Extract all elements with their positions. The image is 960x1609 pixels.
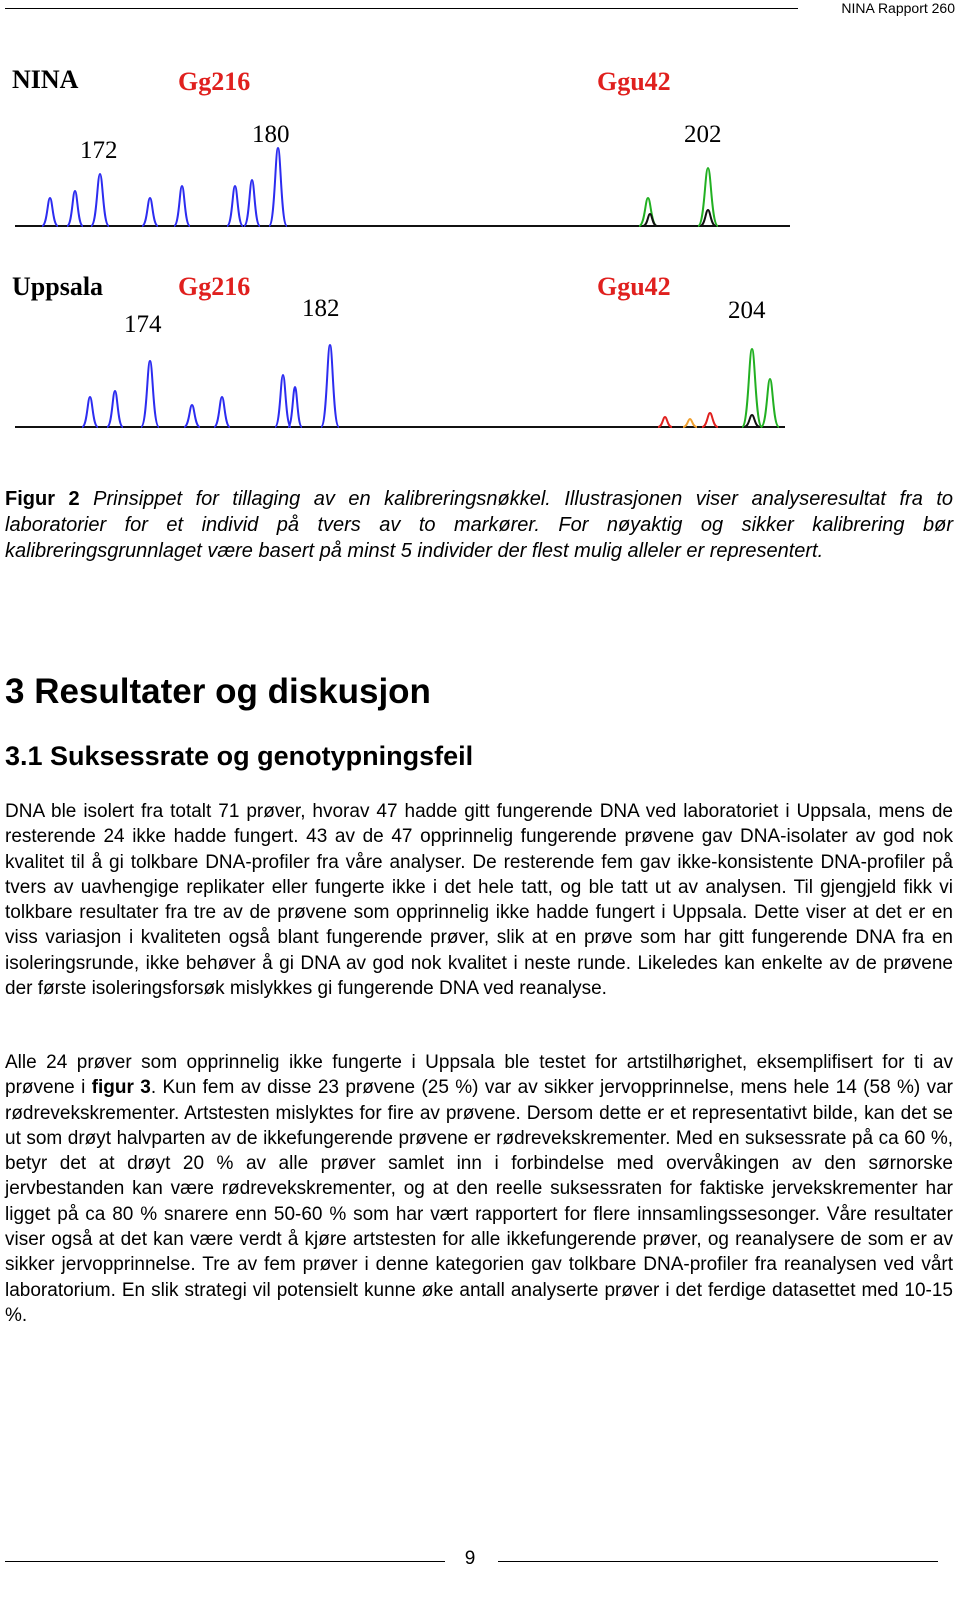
trace-peak — [761, 379, 779, 427]
trace-peak — [698, 168, 718, 226]
allele-label: 202 — [684, 121, 722, 148]
allele-label: 180 — [252, 121, 290, 148]
figure-label: Figur 2 — [5, 488, 80, 510]
paragraph-2-text-cont: . Kun fem av disse 23 prøvene (25 %) var av sikker jervopprinnelse, mens hele 14 (58 %) var rødrevekskrementer. Artstesten mislyktes for fire av prøvene. Dersom dette er et representativt bilde, kan det se ut som drøyt halvparten av de ikkefungerende prøvene er rødrevekskrementer. Med en suksessrate på ca 60 %, betyr det at drøyt 20 % av alle prøver samlet inn i forbindelse med overvåkingen av den sørnorske jervbestanden kan være rødrevekskrementer, og at den reelle suksessraten for faktiske jervekskrementer har ligget på ca 80 % snarere enn 50-60 % som har vært rapportert for flere innsamlingssesonger. Våre resultater viser også at det kan være verdt å kjøre artstesten for alle ikkefungerende prøver, og reanalysere de som er av sikker jervopprinnelse. Tre av fem prøver i denne kategorien gav tolkbare DNA-profiler fra reanalysen ved vårt laboratorium. En slik strategi vil potensielt kunne øke antall analyserte prøver i det ferdige datasettet med 10-15 %. — [5, 1077, 953, 1326]
trace-peak — [683, 419, 697, 427]
trace-peak — [107, 391, 123, 427]
figure-reference: figur 3 — [91, 1077, 151, 1099]
trace-peak — [643, 214, 657, 226]
trace-peak — [174, 186, 190, 226]
trace-peak — [82, 397, 98, 427]
trace-peak — [42, 198, 58, 226]
lab-label: NINA — [12, 65, 79, 94]
peaks-nina — [42, 148, 718, 226]
trace-peak — [244, 180, 260, 226]
allele-label: 172 — [80, 137, 118, 164]
electropherogram-panel-uppsala — [0, 262, 960, 457]
trace-peak — [141, 361, 159, 427]
paragraph-2 — [5, 1050, 953, 1328]
electropherogram-panel-nina — [0, 55, 960, 250]
trace-peak — [67, 191, 83, 226]
allele-label: 204 — [728, 297, 766, 324]
trace-peak — [321, 345, 339, 427]
report-title: NINA Rapport 260 — [841, 0, 955, 16]
section-heading: 3 Resultater og diskusjon — [5, 672, 431, 711]
page-number: 9 — [464, 1548, 476, 1569]
trace-peak — [142, 198, 158, 226]
trace-peak — [275, 375, 291, 427]
trace-peak — [214, 397, 230, 427]
paragraph-2-text: Alle 24 prøver som opprinnelig ikke fungerte i Uppsala ble testet for artstilhørighet, eksemplifisert for ti av prøvene i — [5, 1052, 953, 1099]
figure-2 — [0, 55, 960, 445]
footer-rule-right — [498, 1561, 938, 1562]
caption-text: Prinsippet for tillaging av en kalibreringsnøkkel. Illustrasjonen viser analyseresultat fra to laboratorier for et individ på tvers av to markører. For nøyaktig og sikker kalibrering bør kalibreringsgrunnlaget være basert på minst 5 individer der flest mulig alleler er representert. — [5, 488, 954, 562]
trace-peak — [702, 413, 718, 427]
paragraph-1: DNA ble isolert fra totalt 71 prøver, hvorav 47 hadde gitt fungerende DNA ved laboratoriet i Uppsala, mens de resterende 24 ikke hadde fungert. 43 av de 47 opprinnelig fungerende prøvene gav DNA-isolater av god nok kvalitet til å gi tolkbare DNA-profiler fra våre analyser. De resterende fem gav ikke-konsistente DNA-profiler på tvers av uavhengige replikater eller fungerte ikke i det hele tatt, og ble tatt ut av analysen. Til gjengjeld fikk vi tolkbare resultater fra tre av de prøvene som opprinnelig ikke hadde fungert i Uppsala. Dette viser at det er en viss variasjon i kvaliteten også blant fungerende prøver, slik at en prøve som har gitt fungerende DNA fra en isoleringsrunde, ikke behøver å gi DNA av god nok kvalitet i neste runde. Likeledes kan enkelte av de prøvene der første isoleringsforsøk mislykkes gi fungerende DNA ved reanalyse. — [5, 801, 953, 1000]
electropherogram-trace — [0, 262, 960, 457]
footer-rule-left — [5, 1561, 445, 1562]
peaks-uppsala — [82, 345, 779, 427]
subsection-heading: 3.1 Suksessrate og genotypningsfeil — [5, 741, 474, 771]
allele-label: 174 — [124, 311, 162, 338]
trace-peak — [658, 417, 672, 427]
trace-peak — [288, 387, 302, 427]
electropherogram-trace — [0, 55, 960, 250]
trace-peak — [184, 405, 200, 427]
trace-peak — [227, 186, 243, 226]
header-rule — [5, 8, 798, 9]
lab-label: Uppsala — [12, 272, 104, 301]
allele-label: 182 — [302, 295, 340, 322]
marker-label: Gg216 — [178, 272, 251, 301]
marker-label: Gg216 — [178, 67, 251, 96]
trace-peak — [91, 174, 109, 226]
marker-label: Ggu42 — [597, 67, 671, 96]
marker-label: Ggu42 — [597, 272, 671, 301]
trace-peak — [269, 148, 287, 226]
figure-caption — [5, 486, 953, 564]
